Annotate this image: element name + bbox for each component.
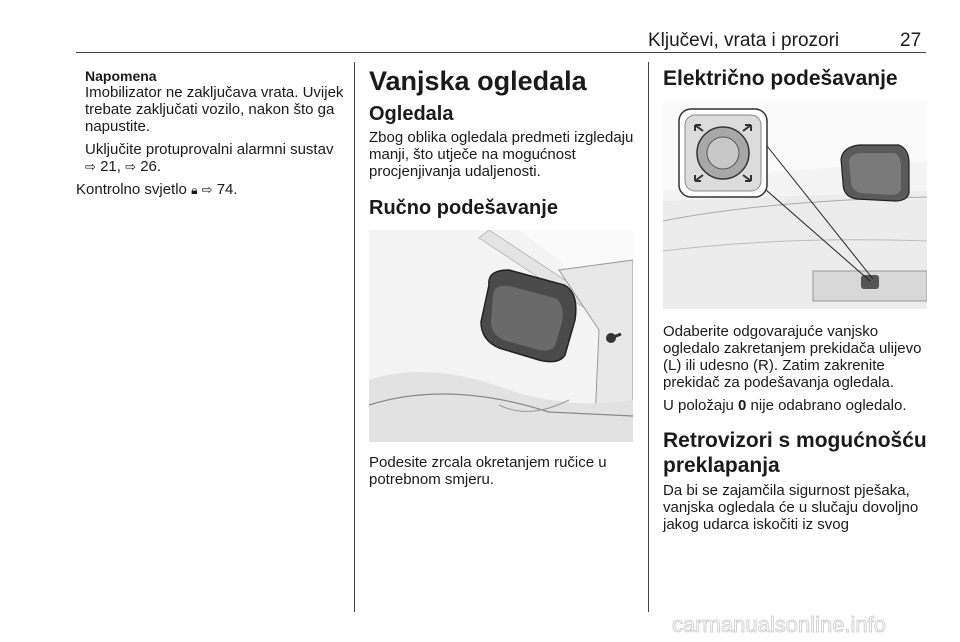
folding-mirrors-paragraph: Da bi se zajamčila sigurnost pješaka, vanjska ogledala će u slučaju dovoljno jakog udarca iskočiti iz svog bbox=[663, 482, 919, 533]
note-paragraph-2 bbox=[85, 141, 346, 175]
lock-icon: 🔒︎ bbox=[191, 183, 198, 197]
note-box bbox=[76, 68, 346, 175]
column-divider-left bbox=[354, 62, 355, 612]
section-heading-folding-mirrors: Retrovizori s mogućnošću preklapanja bbox=[663, 429, 927, 477]
subheading-manual-adjustment: Ručno podešavanje bbox=[369, 197, 558, 219]
electric-adjustment-paragraph-2 bbox=[663, 397, 931, 414]
watermark-text: carmanualsonline.info bbox=[672, 612, 887, 637]
manual-adjustment-caption: Podesite zrcala okretanjem ručice u potrebnom smjeru. bbox=[369, 454, 607, 488]
header-rule bbox=[76, 52, 926, 53]
control-light-line bbox=[76, 181, 346, 199]
page-number: 27 bbox=[900, 30, 922, 51]
manual-mirror-illustration bbox=[369, 230, 633, 442]
control-light-text: Kontrolno svjetlo bbox=[76, 181, 192, 198]
ref-separator: , bbox=[116, 158, 126, 175]
page-ref-21[interactable]: 21 bbox=[100, 158, 117, 175]
page-ref-icon: ⇨ bbox=[125, 159, 137, 174]
sentence-end: . bbox=[233, 181, 238, 198]
section-heading-electric-adjustment: Električno podešavanje bbox=[663, 67, 898, 90]
section-heading-mirrors: Vanjska ogledala bbox=[369, 66, 587, 96]
column-2 bbox=[369, 66, 635, 488]
column-divider-right bbox=[648, 62, 649, 612]
note-p2-text: Uključite protuprovalni alarmni sustav bbox=[85, 141, 334, 158]
page-ref-icon: ⇨ bbox=[201, 182, 213, 197]
electric-mirror-illustration bbox=[663, 101, 927, 309]
electric-adjustment-paragraph-1: Odaberite odgovarajuće vanjsko ogledalo zakretanjem prekidača ulijevo (L) ili udesno (R). Zatim zakrenite prekidač za podešavanja ogledala. bbox=[663, 323, 922, 391]
mirrors-paragraph: Zbog oblika ogledala predmeti izgledaju manji, što utječe na mogućnost procjenjivanja udaljenosti. bbox=[369, 129, 634, 180]
page-header-title: Ključevi, vrata i prozori bbox=[648, 30, 840, 51]
watermark-logo bbox=[672, 612, 932, 638]
position-zero: 0 bbox=[738, 397, 747, 414]
position-text-a: U položaju bbox=[663, 397, 739, 414]
position-text-b: nije odabrano ogledalo. bbox=[746, 397, 907, 414]
page-ref-icon: ⇨ bbox=[85, 159, 96, 174]
sentence-end: . bbox=[156, 158, 162, 175]
note-title: Napomena bbox=[85, 68, 157, 84]
subheading-mirrors: Ogledala bbox=[369, 103, 454, 125]
column-1 bbox=[76, 68, 346, 199]
page-ref-74[interactable]: 74 bbox=[216, 181, 234, 198]
page-ref-26[interactable]: 26 bbox=[140, 158, 157, 175]
column-3 bbox=[663, 66, 931, 533]
note-paragraph-1: Imobilizator ne zaključava vrata. Uvijek trebate zaključati vozilo, nakon što ga napustite. bbox=[85, 84, 344, 135]
